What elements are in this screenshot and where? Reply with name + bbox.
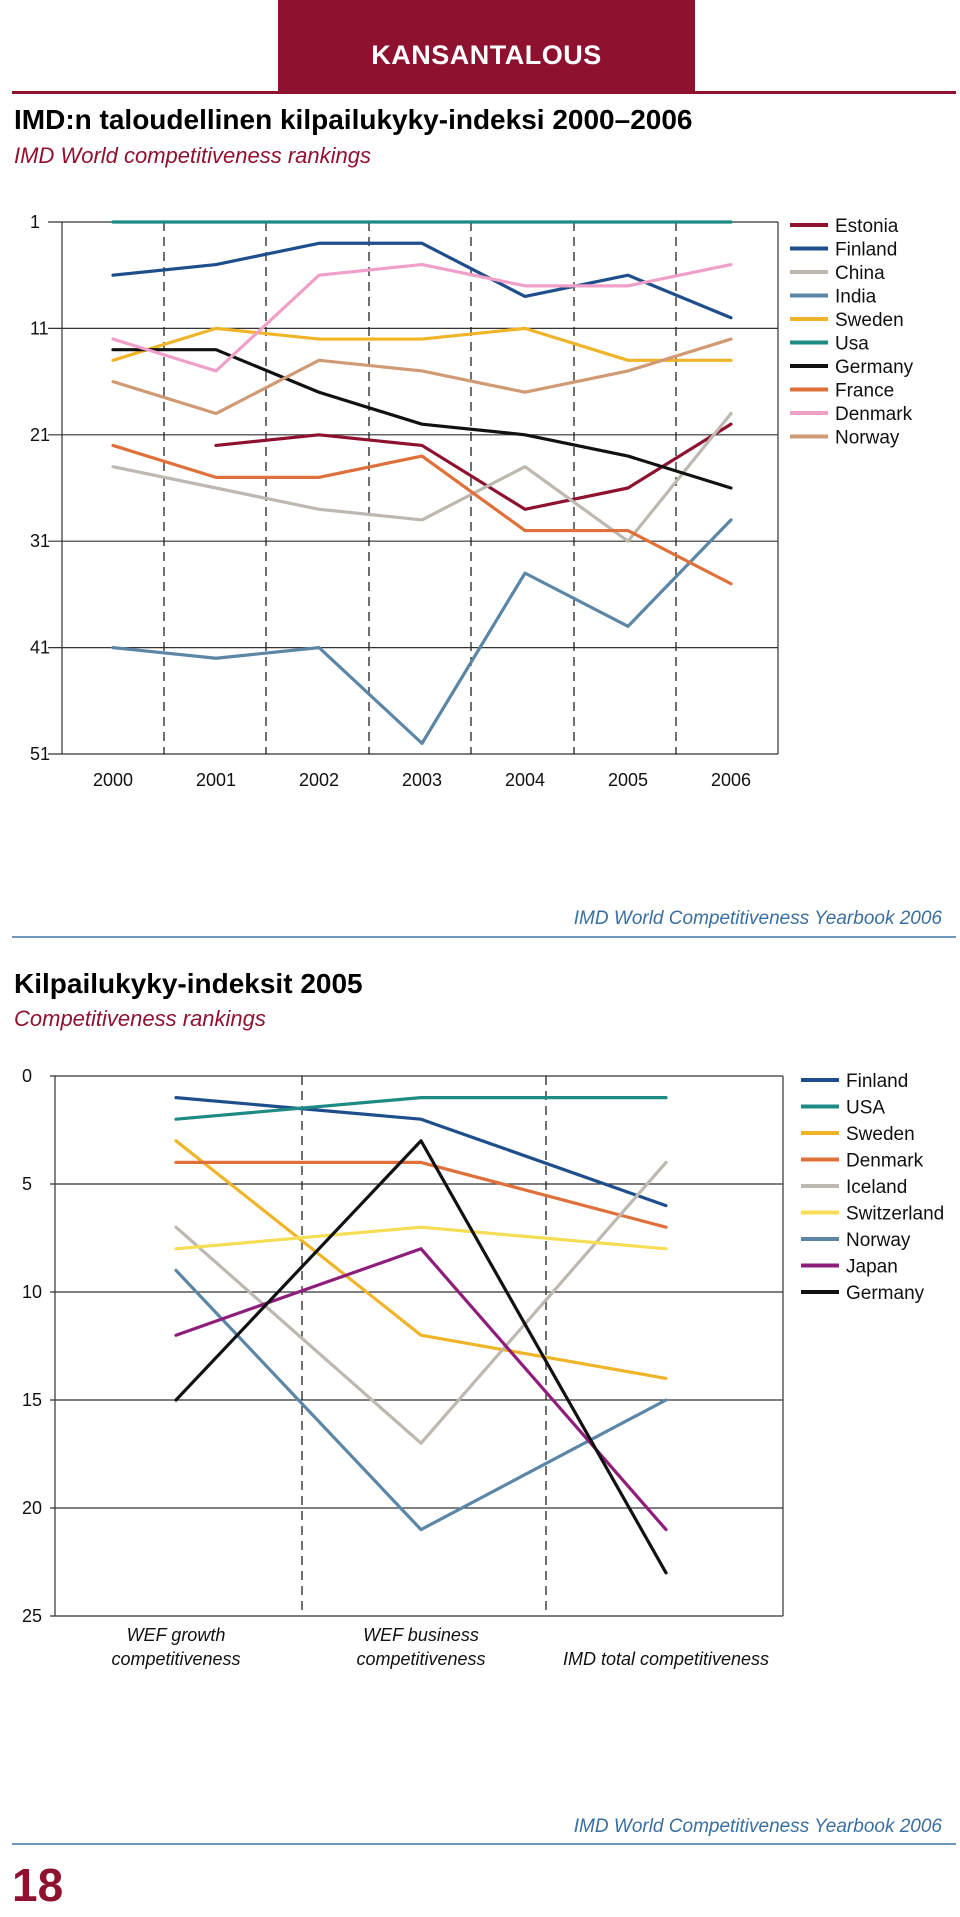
series-line-sweden <box>113 328 731 360</box>
y-tick-label: 31 <box>30 531 51 552</box>
legend-label: Norway <box>835 427 900 449</box>
legend-label: Denmark <box>835 404 913 425</box>
legend-label: Germany <box>835 357 914 378</box>
legend-label: Switzerland <box>846 1203 945 1225</box>
series-line-estonia <box>216 424 731 509</box>
y-tick-label: 21 <box>30 424 51 445</box>
x-tick-label: 2001 <box>195 770 237 790</box>
x-tick-label: 2005 <box>607 770 649 790</box>
chart1-source: IMD World Competitiveness Yearbook 2006 <box>573 908 942 929</box>
chart1-svg <box>0 200 960 800</box>
chart2-source-rule <box>12 1843 956 1845</box>
x-tick-label: 2004 <box>504 770 546 790</box>
legend-label: Denmark <box>846 1150 924 1172</box>
chart2-title: Kilpailukyky-indeksit 2005 <box>14 968 363 999</box>
legend-label: Finland <box>835 239 898 261</box>
legend-label: Usa <box>835 333 869 355</box>
legend-label: Japan <box>846 1256 898 1278</box>
series-line-iceland <box>176 1162 666 1443</box>
series-line-usa <box>176 1098 666 1120</box>
legend-label: Estonia <box>835 216 899 237</box>
legend-label: France <box>835 380 895 402</box>
legend-label: Iceland <box>846 1177 908 1198</box>
y-tick-label: 1 <box>30 212 41 232</box>
legend-label: China <box>835 263 885 284</box>
x-category-label: WEF business competitiveness <box>356 1625 486 1669</box>
y-tick-label: 41 <box>30 637 51 658</box>
chart1-title: IMD:n taloudellinen kilpailukyky-indeksi 2000–2006 <box>14 104 693 135</box>
section-header: KANSANTALOUS <box>278 0 695 91</box>
series-line-france <box>113 445 731 583</box>
legend-label: USA <box>846 1097 886 1119</box>
x-tick-label: 2002 <box>298 770 340 790</box>
y-tick-label: 20 <box>22 1498 43 1518</box>
y-tick-label: 0 <box>22 1066 33 1086</box>
chart1-subtitle: IMD World competitiveness rankings <box>14 143 372 168</box>
chart2-svg <box>0 1050 960 1690</box>
y-tick-label: 51 <box>30 744 51 764</box>
series-line-india <box>113 520 731 743</box>
legend-label: India <box>835 286 877 308</box>
y-tick-label: 5 <box>22 1174 33 1194</box>
y-tick-label: 10 <box>22 1282 43 1302</box>
x-tick-label: 2006 <box>710 770 752 790</box>
chart1-source-rule <box>12 936 956 938</box>
page-number: 18 <box>12 1859 64 1911</box>
x-category-label: WEF growth competitiveness <box>111 1625 241 1669</box>
x-tick-label: 2000 <box>92 770 134 790</box>
series-line-denmark <box>176 1162 666 1227</box>
legend-label: Sweden <box>835 310 904 331</box>
y-tick-label: 11 <box>30 318 49 339</box>
chart2-subtitle: Competitiveness rankings <box>14 1006 266 1031</box>
legend-label: Finland <box>846 1071 909 1092</box>
x-category-label: IMD total competitiveness <box>562 1649 770 1669</box>
header-rule <box>12 91 956 94</box>
series-line-china <box>113 414 731 542</box>
y-tick-label: 15 <box>22 1390 43 1410</box>
legend-label: Sweden <box>846 1124 915 1145</box>
series-line-finland <box>113 243 731 317</box>
series-line-sweden <box>176 1141 666 1379</box>
y-tick-label: 25 <box>22 1606 43 1626</box>
legend-label: Germany <box>846 1283 925 1304</box>
chart2-source: IMD World Competitiveness Yearbook 2006 <box>573 1816 942 1837</box>
legend-label: Norway <box>846 1230 911 1251</box>
x-tick-label: 2003 <box>401 770 443 790</box>
